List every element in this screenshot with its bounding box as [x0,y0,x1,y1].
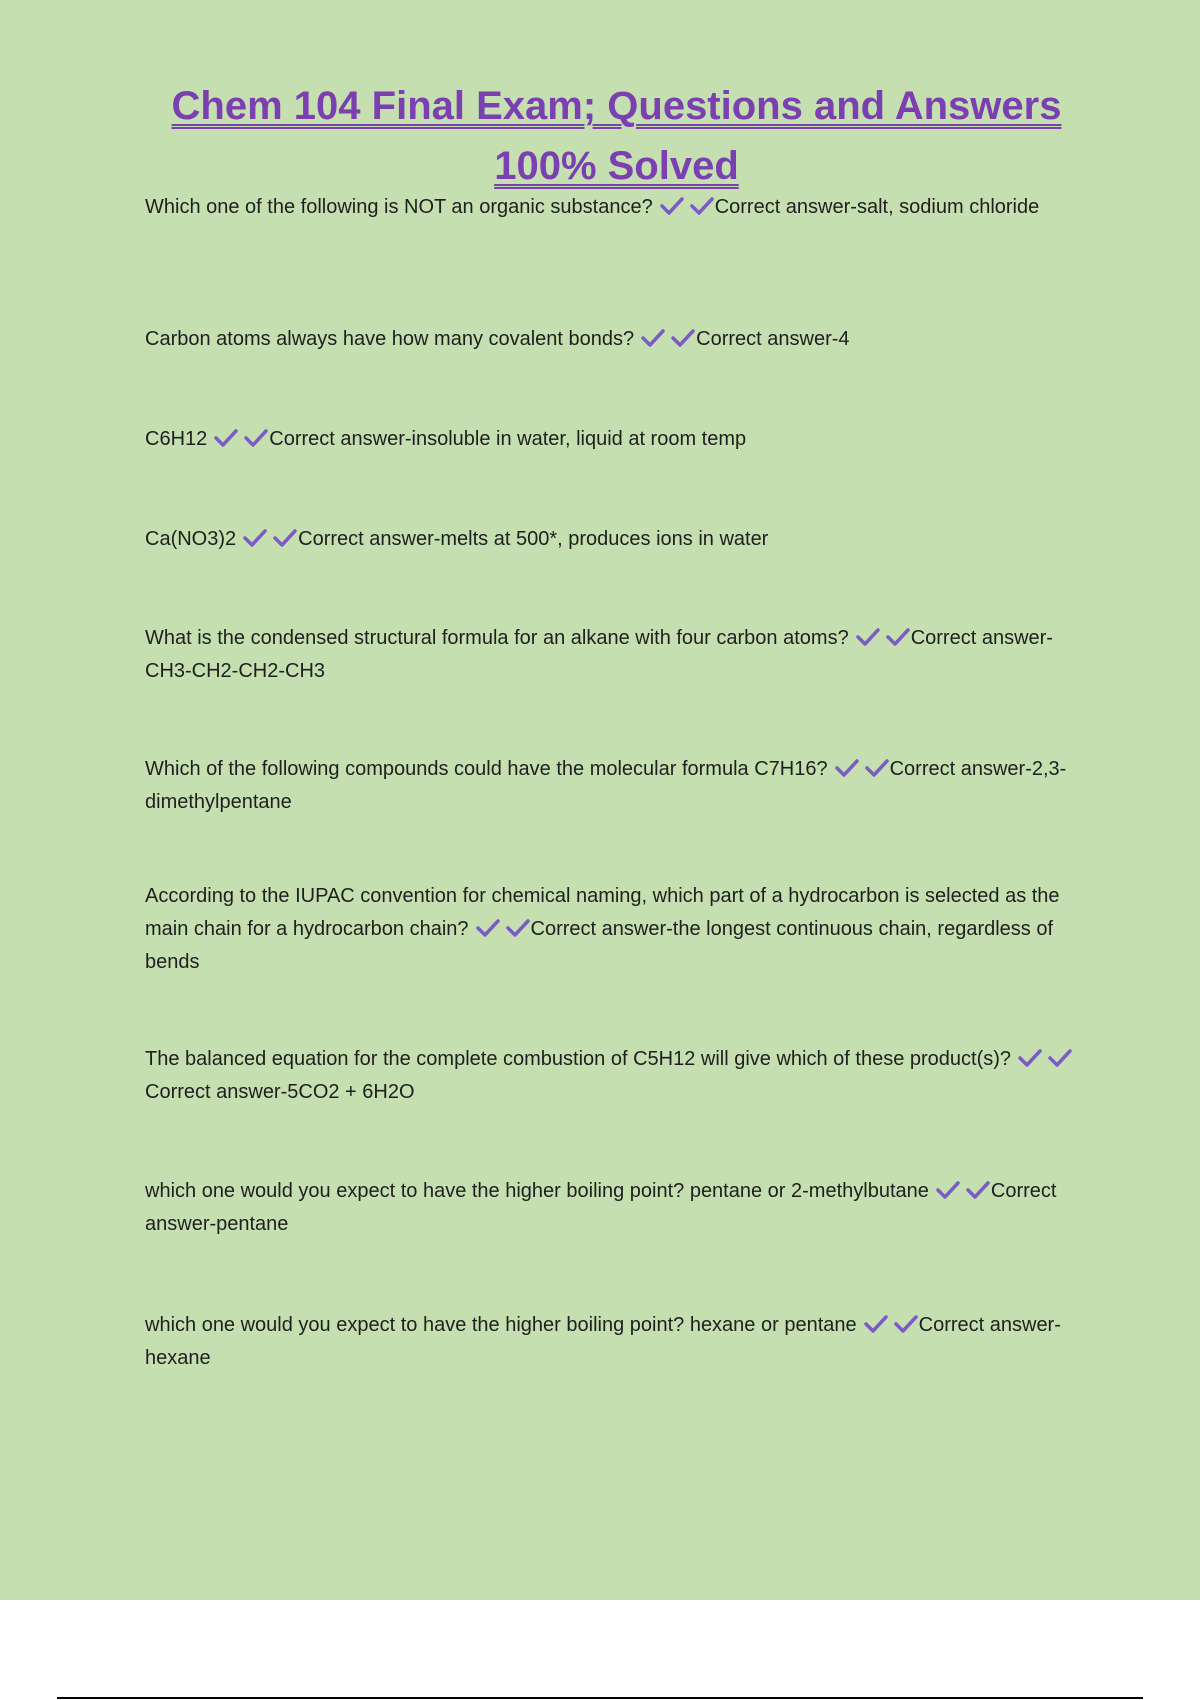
answer-text: Correct answer-hexane [145,1314,1061,1369]
answer-text: Correct answer-pentane [145,1180,1057,1235]
title-line-1: Chem 104 Final Exam; Questions and Answers [171,84,1062,128]
check-icon [505,918,531,938]
check-icon [213,428,239,448]
footer-rule [57,1697,1143,1699]
question-text: Ca(NO3)2 [145,528,237,550]
check-icon [855,627,881,647]
check-icon [965,1180,991,1200]
check-icon [935,1180,961,1200]
document-title [0,76,1200,196]
question-text: C6H12 [145,428,208,450]
qa-item-7 [145,880,1095,979]
check-icon [893,1314,919,1334]
question-text: which one would you expect to have the higher boiling point? hexane or pentane [145,1314,857,1336]
answer-text: Correct answer-CH3-CH2-CH2-CH3 [145,627,1053,682]
answer-text: Correct answer-5CO2 + 6H2O [145,1081,415,1103]
check-icon [1017,1048,1043,1068]
check-icon [640,328,666,348]
answer-text: Correct answer-insoluble in water, liquid at room temp [269,428,747,450]
question-text: Carbon atoms always have how many covalent bonds? [145,328,635,350]
question-text: What is the condensed structural formula for an alkane with four carbon atoms? [145,627,849,649]
check-icon [670,328,696,348]
qa-item-1 [145,191,1095,224]
question-text: Which one of the following is NOT an organic substance? [145,196,653,218]
check-icon [864,758,890,778]
qa-item-8 [145,1043,1095,1109]
check-icon [689,196,715,216]
check-icon [272,528,298,548]
check-icon [659,196,685,216]
check-icon [885,627,911,647]
check-icon [834,758,860,778]
answer-text: Correct answer-4 [696,328,850,350]
qa-item-4 [145,523,1095,556]
qa-item-6 [145,753,1095,819]
qa-item-5 [145,622,1095,688]
check-icon [1047,1048,1073,1068]
question-text: According to the IUPAC convention for chemical naming, which part of a hydrocarbon is selected as the main chain for a hydrocarbon chain? [145,885,1060,940]
qa-item-3 [145,423,1095,456]
qa-item-2 [145,323,1095,356]
check-icon [475,918,501,938]
check-icon [863,1314,889,1334]
answer-text: Correct answer-2,3-dimethylpentane [145,758,1067,813]
answer-text: Correct answer-the longest continuous chain, regardless of bends [145,918,1054,973]
qa-item-9 [145,1175,1095,1241]
question-text: The balanced equation for the complete combustion of C5H12 will give which of these product(s)? [145,1048,1012,1070]
title-line-2: 100% Solved [494,144,739,188]
check-icon [243,428,269,448]
check-icon [242,528,268,548]
answer-text: Correct answer-melts at 500*, produces ions in water [298,528,769,550]
answer-text: Correct answer-salt, sodium chloride [714,196,1040,218]
question-text: Which of the following compounds could have the molecular formula C7H16? [145,758,828,780]
qa-item-10 [145,1309,1095,1375]
question-text: which one would you expect to have the higher boiling point? pentane or 2-methylbutane [145,1180,929,1202]
